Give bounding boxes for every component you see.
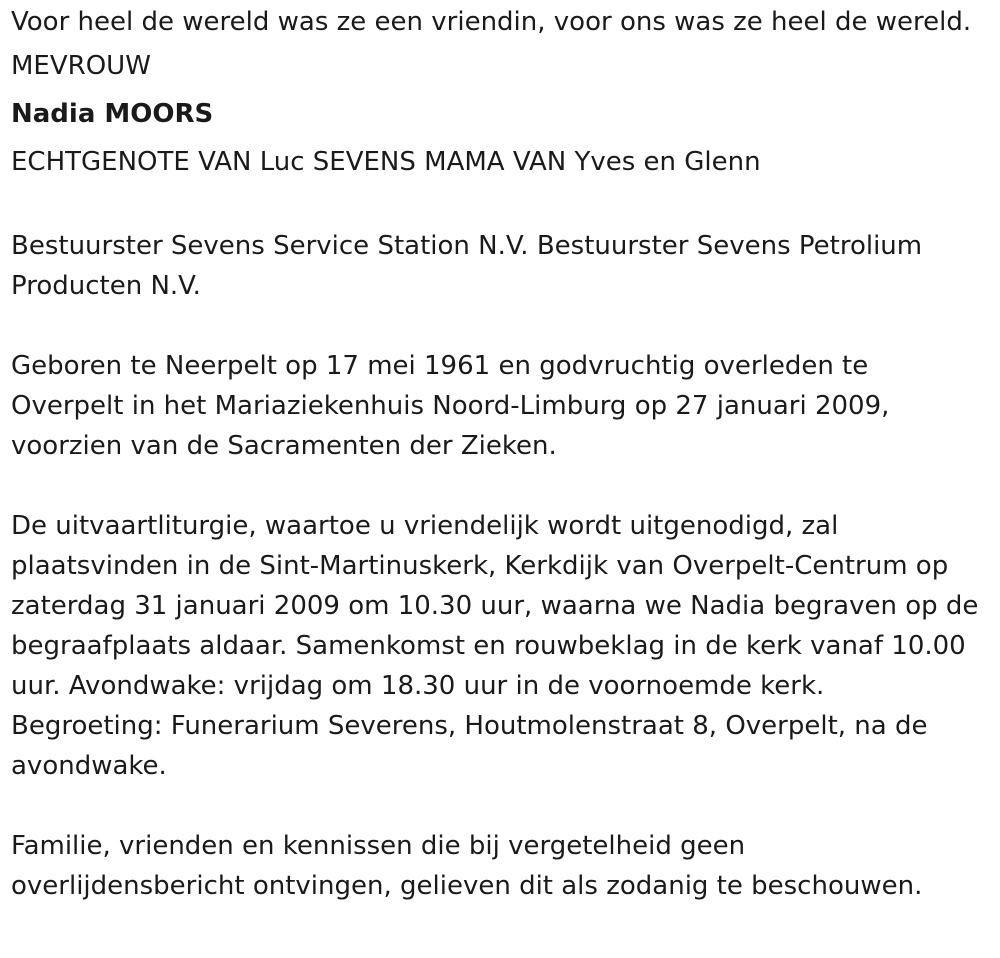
funeral-line: plaatsvinden in de Sint-Martinuskerk, Kerkdijk van Overpelt-Centrum op	[11, 551, 949, 581]
spacer	[11, 306, 1000, 346]
birth-death-line: Geboren te Neerpelt op 17 mei 1961 en godvruchtig overleden te	[11, 351, 869, 381]
closing-line: Familie, vrienden en kennissen die bij vergetelheid geen	[11, 831, 746, 861]
birth-death-line: Overpelt in het Mariaziekenhuis Noord-Limburg op 27 januari 2009,	[11, 391, 890, 421]
functions-line: Producten N.V.	[11, 271, 201, 301]
functions-paragraph	[11, 226, 1000, 306]
motto: Voor heel de wereld was ze een vriendin, voor ons was ze heel de wereld.	[11, 7, 972, 37]
funeral-line: begraafplaats aldaar. Samenkomst en rouwbeklag in de kerk vanaf 10.00	[11, 631, 966, 661]
functions-line: Bestuurster Sevens Service Station N.V. Bestuurster Sevens Petrolium	[11, 231, 923, 261]
relations: ECHTGENOTE VAN Luc SEVENS MAMA VAN Yves en Glenn	[11, 147, 761, 177]
salutation: MEVROUW	[11, 51, 151, 81]
funeral-line: zaterdag 31 januari 2009 om 10.30 uur, waarna we Nadia begraven op de	[11, 591, 979, 621]
closing-paragraph	[11, 826, 1000, 906]
funeral-line: De uitvaartliturgie, waartoe u vriendelijk wordt uitgenodigd, zal	[11, 511, 839, 541]
funeral-line: Begroeting: Funerarium Severens, Houtmolenstraat 8, Overpelt, na de	[11, 711, 928, 741]
funeral-line: uur. Avondwake: vrijdag om 18.30 uur in de voornoemde kerk.	[11, 671, 825, 701]
birth-death-paragraph	[11, 346, 1000, 466]
birth-death-line: voorzien van de Sacramenten der Zieken.	[11, 431, 557, 461]
spacer	[11, 466, 1000, 506]
closing-line: overlijdensbericht ontvingen, gelieven dit als zodanig te beschouwen.	[11, 871, 923, 901]
spacer	[11, 186, 1000, 226]
deceased-name: Nadia MOORS	[11, 99, 214, 129]
funeral-paragraph	[11, 506, 1000, 786]
spacer	[11, 786, 1000, 826]
funeral-line: avondwake.	[11, 751, 167, 781]
